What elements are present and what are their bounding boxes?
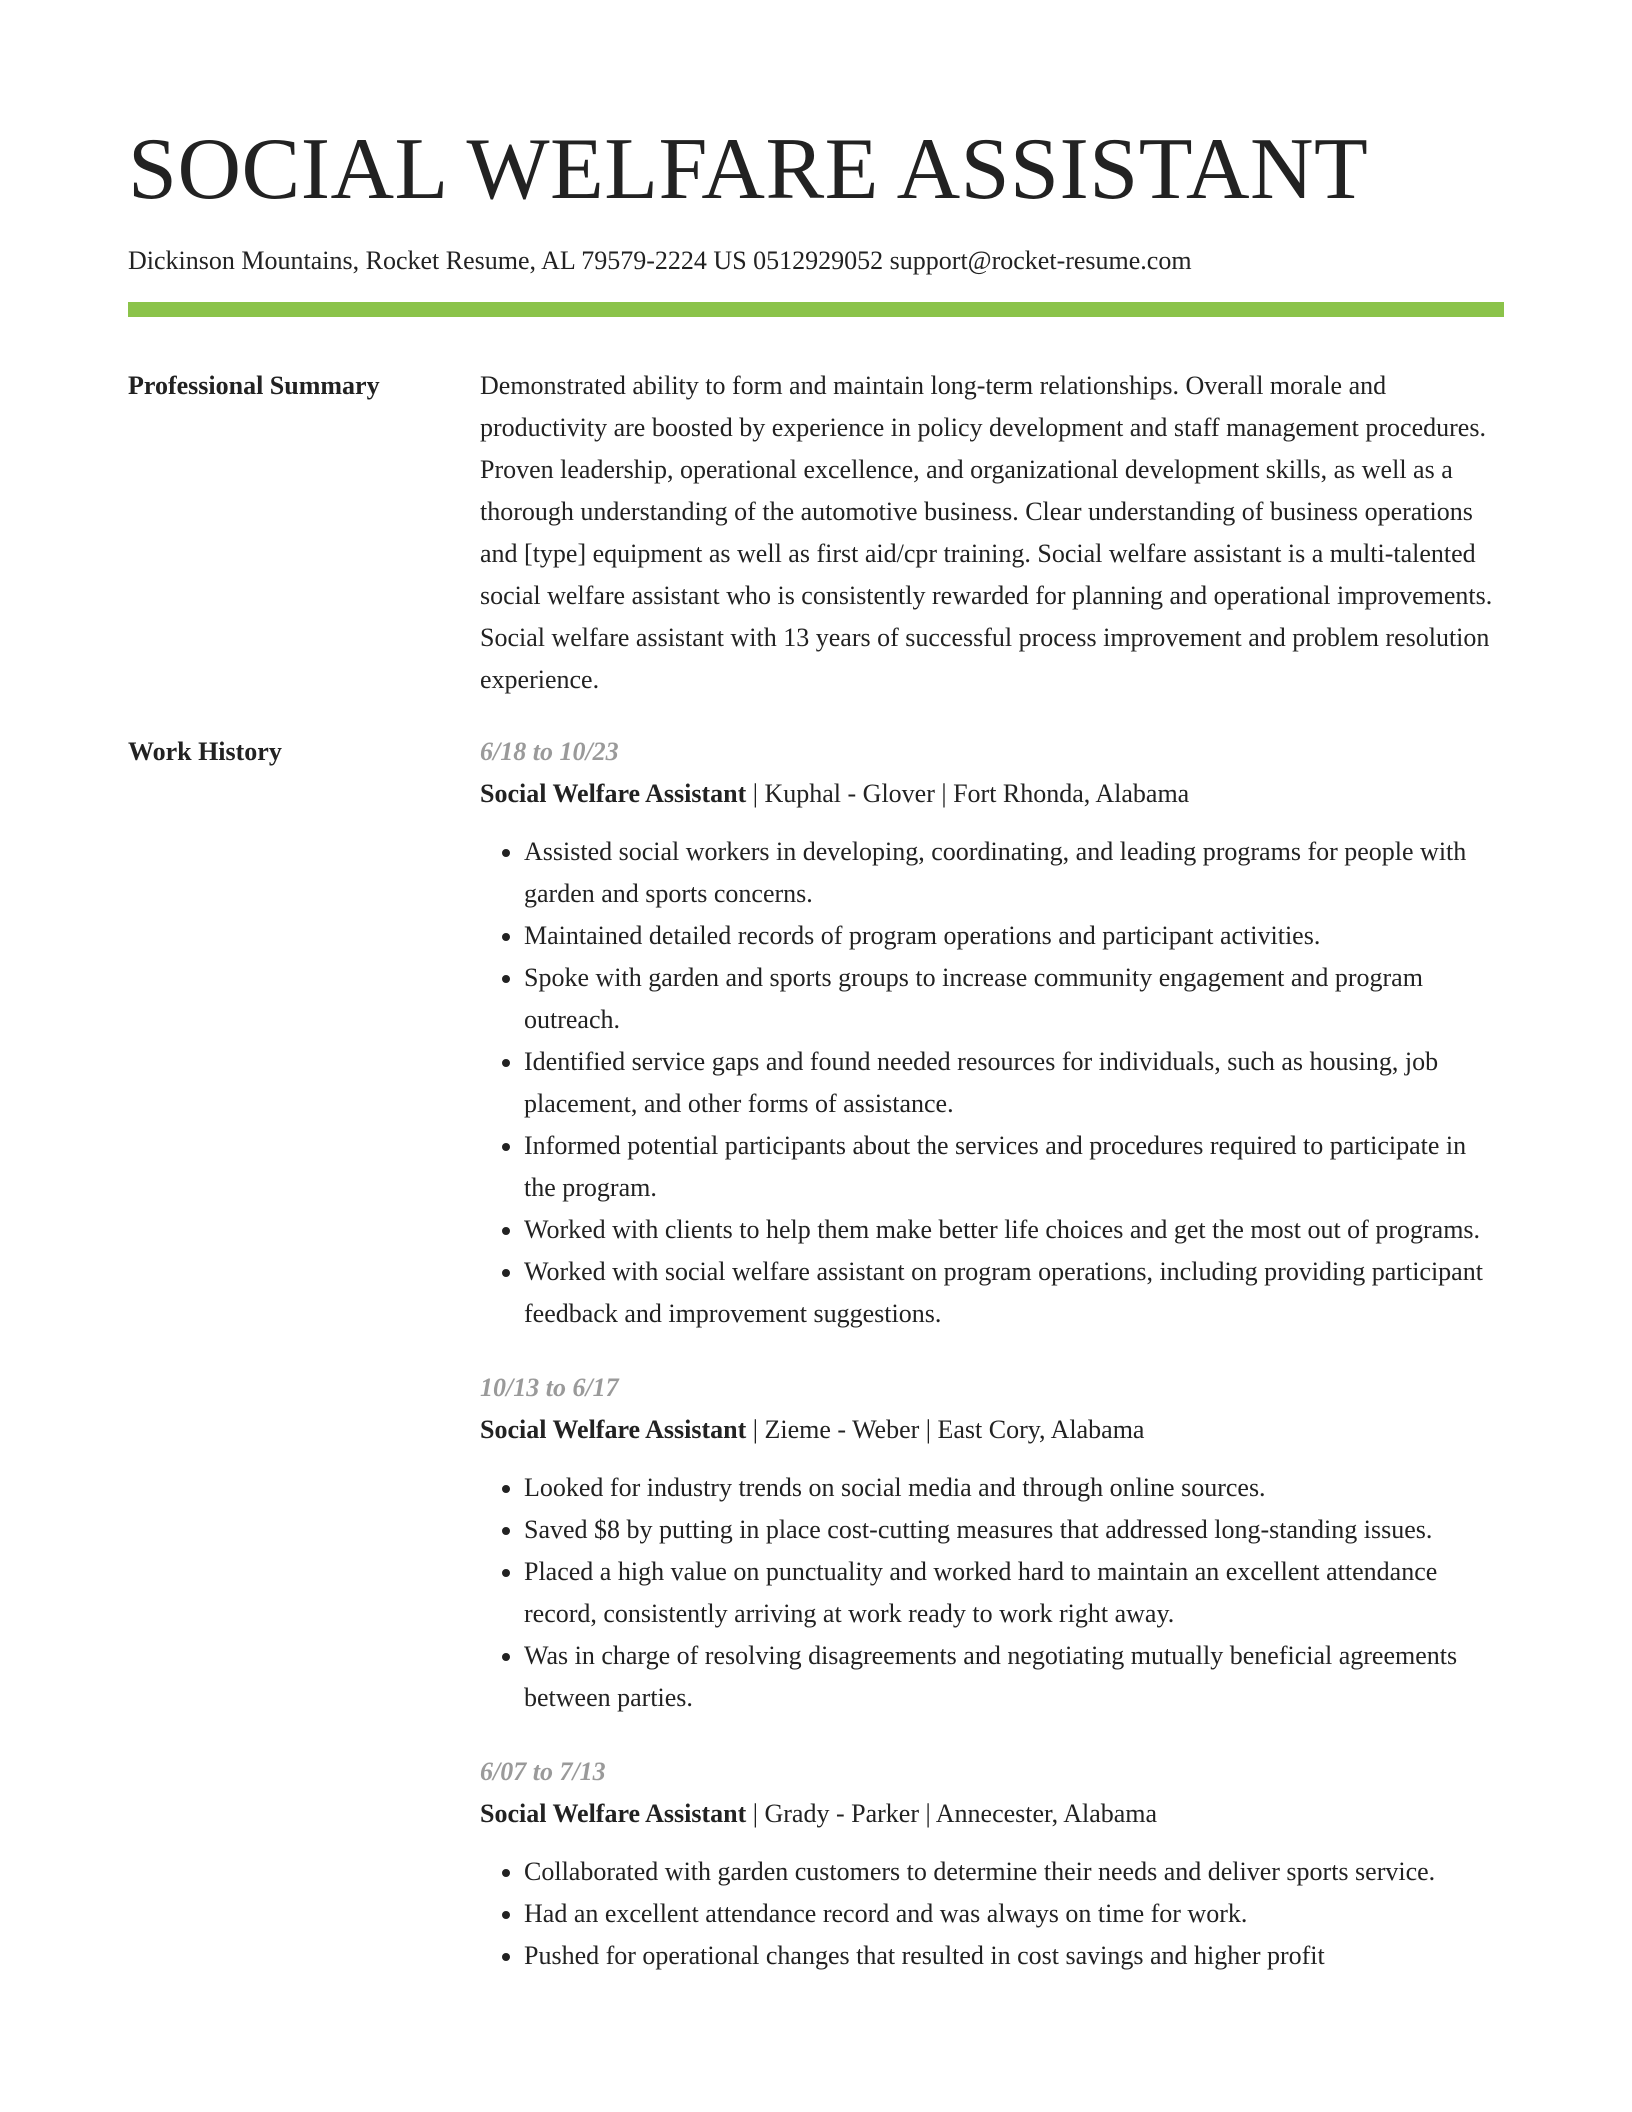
work-history-body bbox=[480, 731, 1504, 1977]
job-bullet: • Assisted social workers in developing, coordinating, and leading programs for people with garden and sports concerns. bbox=[524, 831, 1504, 915]
job-heading bbox=[480, 773, 1504, 815]
header-divider bbox=[128, 302, 1504, 317]
resume-header bbox=[128, 0, 1504, 317]
job-details: | Zieme - Weber | East Cory, Alabama bbox=[746, 1415, 1145, 1444]
job-bullet: • Worked with clients to help them make better life choices and get the most out of programs. bbox=[524, 1209, 1504, 1251]
job-bullet: • Looked for industry trends on social media and through online sources. bbox=[524, 1467, 1504, 1509]
job-title: Social Welfare Assistant bbox=[480, 1415, 747, 1444]
job-bullets bbox=[480, 1851, 1504, 1977]
job-entry bbox=[480, 1367, 1504, 1719]
job-bullet: • Placed a high value on punctuality and worked hard to maintain an excellent attendance record, consistently arriving at work ready to work right away. bbox=[524, 1551, 1504, 1635]
job-dates: 6/18 to 10/23 bbox=[480, 737, 619, 766]
job-heading bbox=[480, 1793, 1504, 1835]
job-entry bbox=[480, 1751, 1504, 1977]
job-heading bbox=[480, 1409, 1504, 1451]
job-title: Social Welfare Assistant bbox=[480, 1799, 747, 1828]
job-bullet: • Maintained detailed records of program operations and participant activities. bbox=[524, 915, 1504, 957]
section-title-work-history: Work History bbox=[128, 737, 282, 766]
job-bullets bbox=[480, 831, 1504, 1335]
job-bullet: • Spoke with garden and sports groups to increase community engagement and program outreach. bbox=[524, 957, 1504, 1041]
job-bullet: • Had an excellent attendance record and was always on time for work. bbox=[524, 1893, 1504, 1935]
summary-body bbox=[480, 365, 1504, 701]
section-title-summary: Professional Summary bbox=[128, 371, 380, 400]
job-bullet: • Pushed for operational changes that resulted in cost savings and higher profit bbox=[524, 1935, 1504, 1977]
job-bullet: • Informed potential participants about the services and procedures required to participate in the program. bbox=[524, 1125, 1504, 1209]
job-bullet: • Was in charge of resolving disagreements and negotiating mutually beneficial agreements between parties. bbox=[524, 1635, 1504, 1719]
job-details: | Grady - Parker | Annecester, Alabama bbox=[746, 1799, 1158, 1828]
job-bullet: • Collaborated with garden customers to determine their needs and deliver sports service. bbox=[524, 1851, 1504, 1893]
summary-text: Demonstrated ability to form and maintain long-term relationships. Overall morale and productivity are boosted by experience in policy development and staff management procedures. Proven leadership, operational excellence, and organizational development skills, as well as a thorough understanding of the automotive business. Clear understanding of business operations and [type] equipment as well as first aid/cpr training. Social welfare assistant is a multi-talented social welfare assistant who is consistently rewarded for planning and operational improvements. Social welfare assistant with 13 years of successful process improvement and problem resolution experience. bbox=[480, 371, 1493, 694]
work-history-section bbox=[128, 731, 1504, 1977]
job-bullet: • Identified service gaps and found needed resources for individuals, such as housing, job placement, and other forms of assistance. bbox=[524, 1041, 1504, 1125]
resume-page bbox=[128, 0, 1504, 1977]
job-bullet: • Worked with social welfare assistant on program operations, including providing participant feedback and improvement suggestions. bbox=[524, 1251, 1504, 1335]
job-bullets bbox=[480, 1467, 1504, 1719]
job-bullet: • Saved $8 by putting in place cost-cutting measures that addressed long-standing issues. bbox=[524, 1509, 1504, 1551]
job-dates: 6/07 to 7/13 bbox=[480, 1757, 606, 1786]
job-title: Social Welfare Assistant bbox=[480, 779, 747, 808]
job-details: | Kuphal - Glover | Fort Rhonda, Alabama bbox=[746, 779, 1190, 808]
job-entry bbox=[480, 731, 1504, 1335]
candidate-name: SOCIAL WELFARE ASSISTANT bbox=[128, 121, 1369, 218]
contact-line: Dickinson Mountains, Rocket Resume, AL 79579-2224 US 0512929052 support@rocket-resume.com bbox=[128, 246, 1192, 275]
job-dates: 10/13 to 6/17 bbox=[480, 1373, 619, 1402]
professional-summary-section bbox=[128, 365, 1504, 701]
